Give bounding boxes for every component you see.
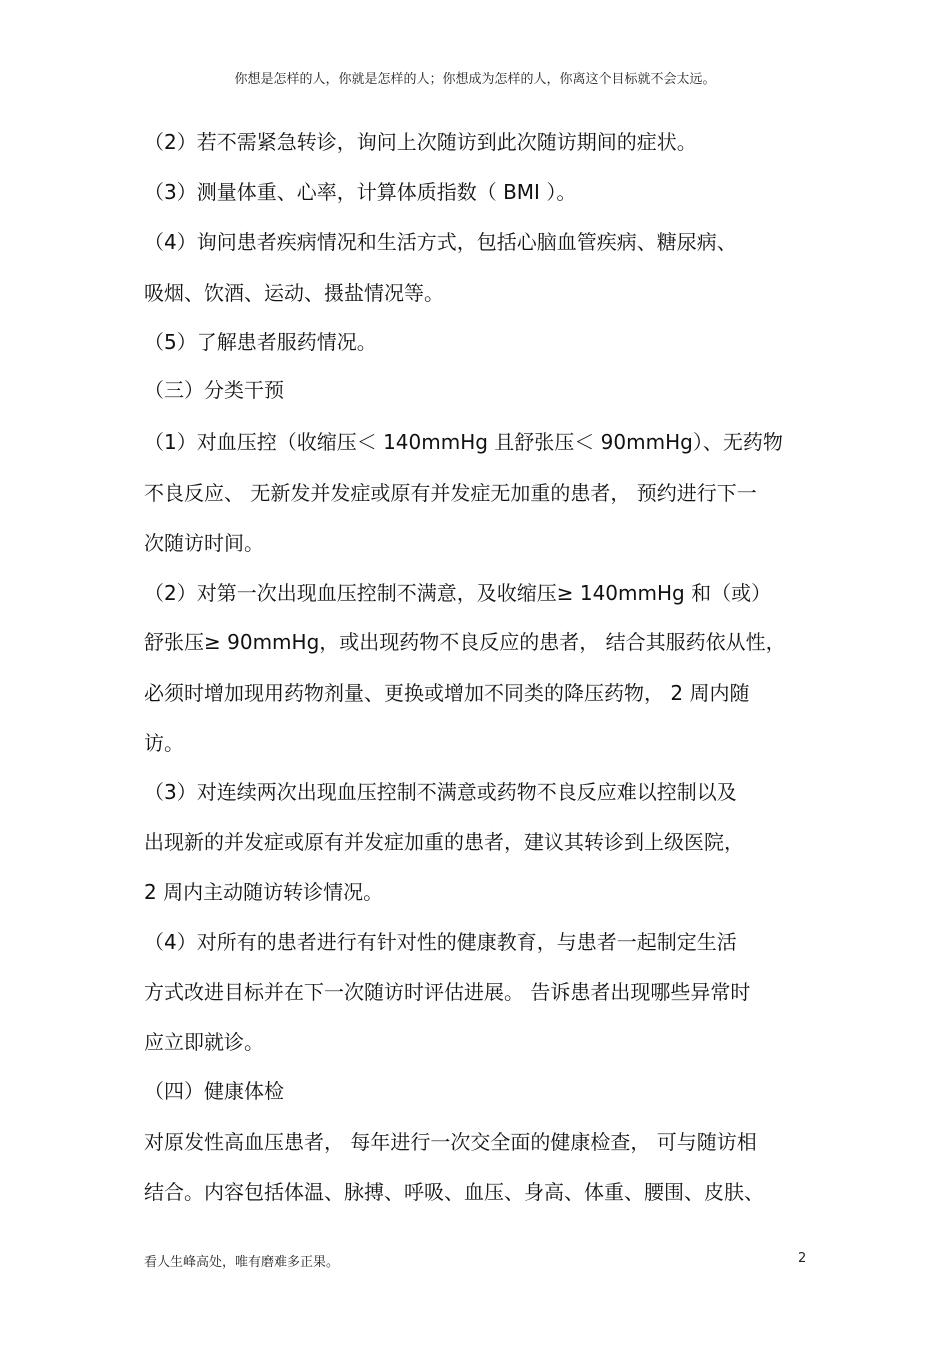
text-line: （2）对第一次出现血压控制不满意，及收缩压≥ 140mmHg 和（或） — [144, 581, 772, 605]
text-line: 吸烟、饮酒、运动、摄盐情况等。 — [144, 281, 444, 305]
text-line: 对原发性高血压患者， 每年进行一次交全面的健康检查， 可与随访相 — [144, 1130, 757, 1154]
section-heading: （三）分类干预 — [144, 378, 284, 402]
section-heading: （四）健康体检 — [144, 1079, 284, 1103]
text-line: 舒张压≥ 90mmHg，或出现药物不良反应的患者， 结合其服药依从性， — [144, 630, 786, 654]
text-line: （4）询问患者疾病情况和生活方式，包括心脑血管疾病、糖尿病、 — [144, 230, 737, 254]
text-line: （3）对连续两次出现血压控制不满意或药物不良反应难以控制以及 — [144, 780, 737, 804]
text-line: 次随访时间。 — [144, 531, 264, 555]
text-line: （5）了解患者服药情况。 — [144, 330, 377, 354]
text-line: （3）测量体重、心率，计算体质指数（ BMI ）。 — [144, 180, 577, 204]
text-line: 出现新的并发症或原有并发症加重的患者，建议其转诊到上级医院， — [144, 830, 744, 854]
page-header-quote: 你想是怎样的人，你就是怎样的人；你想成为怎样的人，你离这个目标就不会太远。 — [234, 72, 716, 87]
text-line: 访。 — [144, 731, 184, 755]
text-line: 结合。内容包括体温、脉搏、呼吸、血压、身高、体重、腰围、皮肤、 — [144, 1180, 764, 1204]
text-line: 应立即就诊。 — [144, 1030, 264, 1054]
text-line: （2）若不需紧急转诊，询问上次随访到此次随访期间的症状。 — [144, 130, 697, 154]
text-line: 不良反应、 无新发并发症或原有并发症无加重的患者， 预约进行下一 — [144, 481, 757, 505]
page-number: 2 — [798, 1251, 807, 1266]
text-line: （4）对所有的患者进行有针对性的健康教育，与患者一起制定生活 — [144, 930, 737, 954]
text-line: 方式改进目标并在下一次随访时评估进展。 告诉患者出现哪些异常时 — [144, 980, 751, 1004]
page-footer-motto: 看人生峰高处，唯有磨难多正果。 — [144, 1255, 340, 1270]
text-line: 2 周内主动随访转诊情况。 — [144, 880, 384, 904]
text-line: （1）对血压控（收缩压＜ 140mmHg 且舒张压＜ 90mmHg）、无药物 — [144, 430, 783, 454]
text-line: 必须时增加现用药物剂量、更换或增加不同类的降压药物， 2 周内随 — [144, 681, 750, 705]
